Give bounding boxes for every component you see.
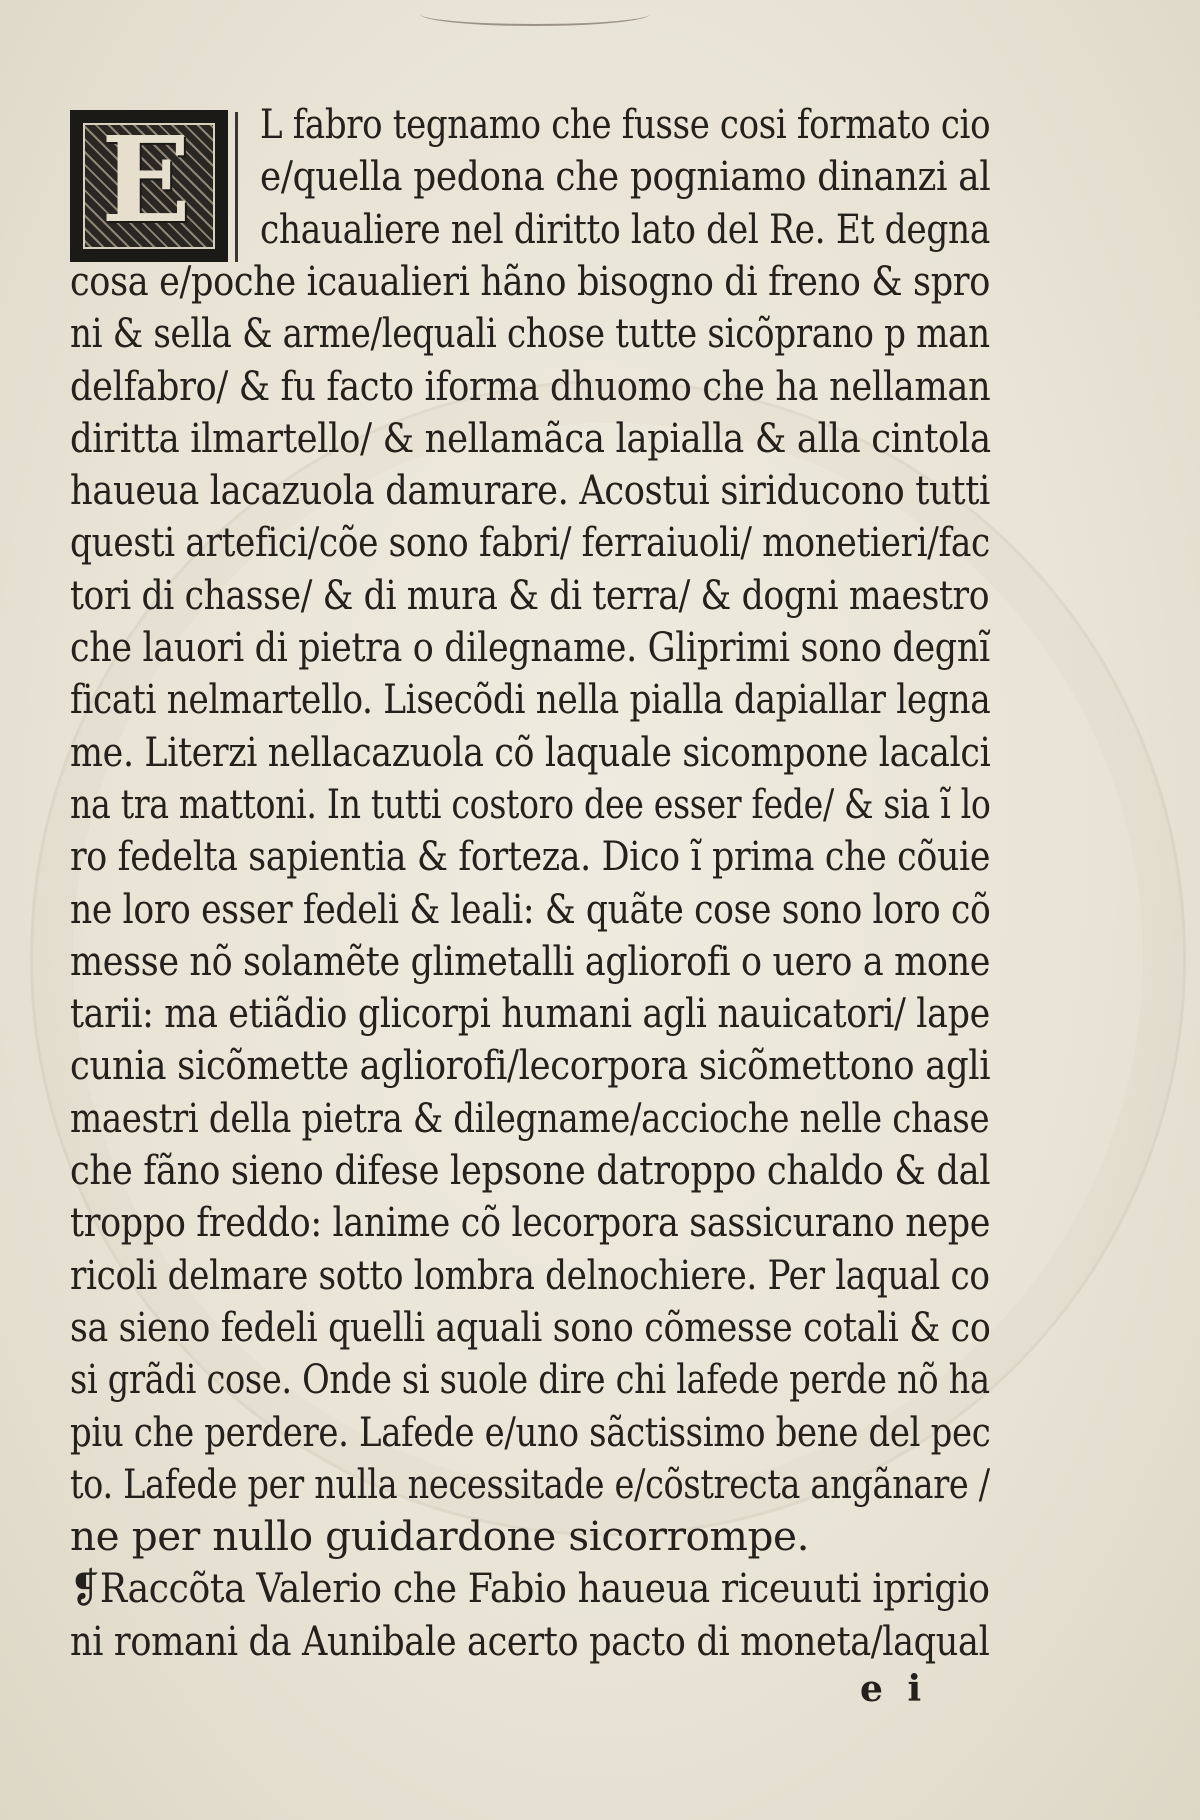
text-line: sa sieno fedeli quelli aquali sono cõmesse cotali & co	[70, 1302, 991, 1351]
text-line: ricoli delmare sotto lombra delnochiere. Per laqual co	[70, 1250, 990, 1299]
text-line: to. Lafede per nulla necessitade e/cõstrecta angãnare /	[70, 1459, 990, 1508]
text-line: tori di chasse/ & di mura & di terra/ & dogni maestro	[70, 570, 990, 619]
text-line: messe nõ solamẽte glimetalli agliorofi o uero a mone	[70, 936, 991, 985]
decorated-initial	[70, 110, 228, 262]
text-line: ❡Raccõta Valerio che Fabio haueua riceuuti iprigio	[70, 1564, 990, 1613]
text-line: L fabro tegnamo che fusse cosi formato cio	[260, 100, 991, 148]
text-line: delfabro/ & fu facto iforma dhuomo che ha nellaman	[70, 361, 991, 410]
initial-letter-icon: E	[101, 110, 191, 249]
text-line: ni romani da Aunibale acerto pacto di moneta/laqual	[70, 1616, 990, 1665]
text-line: me. Literzi nellacazuola cõ laquale sicompone lacalci	[70, 727, 991, 776]
text-line: che lauori di pietra o dilegname. Gliprimi sono degnĩ	[70, 623, 990, 671]
text-line: che fãno sieno difese lepsone datroppo chaldo & dal	[70, 1146, 991, 1194]
text-line: cunia sicõmette agliorofi/lecorpora sicõmettono agli	[70, 1041, 991, 1090]
signature-mark: e i	[860, 1668, 928, 1710]
text-line: questi artefici/cõe sono fabri/ ferraiuoli/ monetieri/fac	[70, 518, 990, 567]
text-line: ne per nullo guidardone sicorrompe.	[70, 1512, 810, 1561]
text-line: haueua lacazuola damurare. Acostui siriducono tutti	[70, 466, 990, 515]
text-line: e/quella pedona che pogniamo dinanzi al	[260, 152, 991, 201]
initial-rule	[235, 112, 238, 262]
text-line: diritta ilmartello/ & nellamãca lapialla & alla cintola	[70, 413, 991, 462]
text-line: chaualiere nel diritto lato del Re. Et degna	[260, 204, 990, 253]
text-line: ne loro esser fedeli & leali: & quãte cose sono loro cõ	[70, 884, 991, 933]
text-line: piu che perdere. Lafede e/uno sãctissimo bene del pec	[70, 1407, 991, 1456]
text-line: ro fedelta sapientia & forteza. Dico ĩ prima che cõuie	[70, 832, 991, 881]
text-line: cosa e/poche icaualieri hãno bisogno di freno & spro	[70, 256, 990, 305]
text-line: tarii: ma etiãdio glicorpi humani agli nauicatori/ lape	[70, 989, 990, 1038]
text-line: maestri della pietra & dilegname/accioche nelle chase	[70, 1093, 990, 1142]
text-line: ficati nelmartello. Lisecõdi nella pialla dapiallar legna	[70, 675, 991, 724]
text-line: si grãdi cose. Onde si suole dire chi lafede perde nõ ha	[70, 1355, 990, 1404]
text-line: troppo freddo: lanime cõ lecorpora sassicurano nepe	[70, 1198, 991, 1247]
text-line: ni & sella & arme/lequali chose tutte sicõprano p man	[70, 309, 990, 358]
page-edge-mark	[420, 2, 650, 26]
text-line: na tra mattoni. In tutti costoro dee esser fede/ & sia ĩ lo	[70, 779, 991, 828]
